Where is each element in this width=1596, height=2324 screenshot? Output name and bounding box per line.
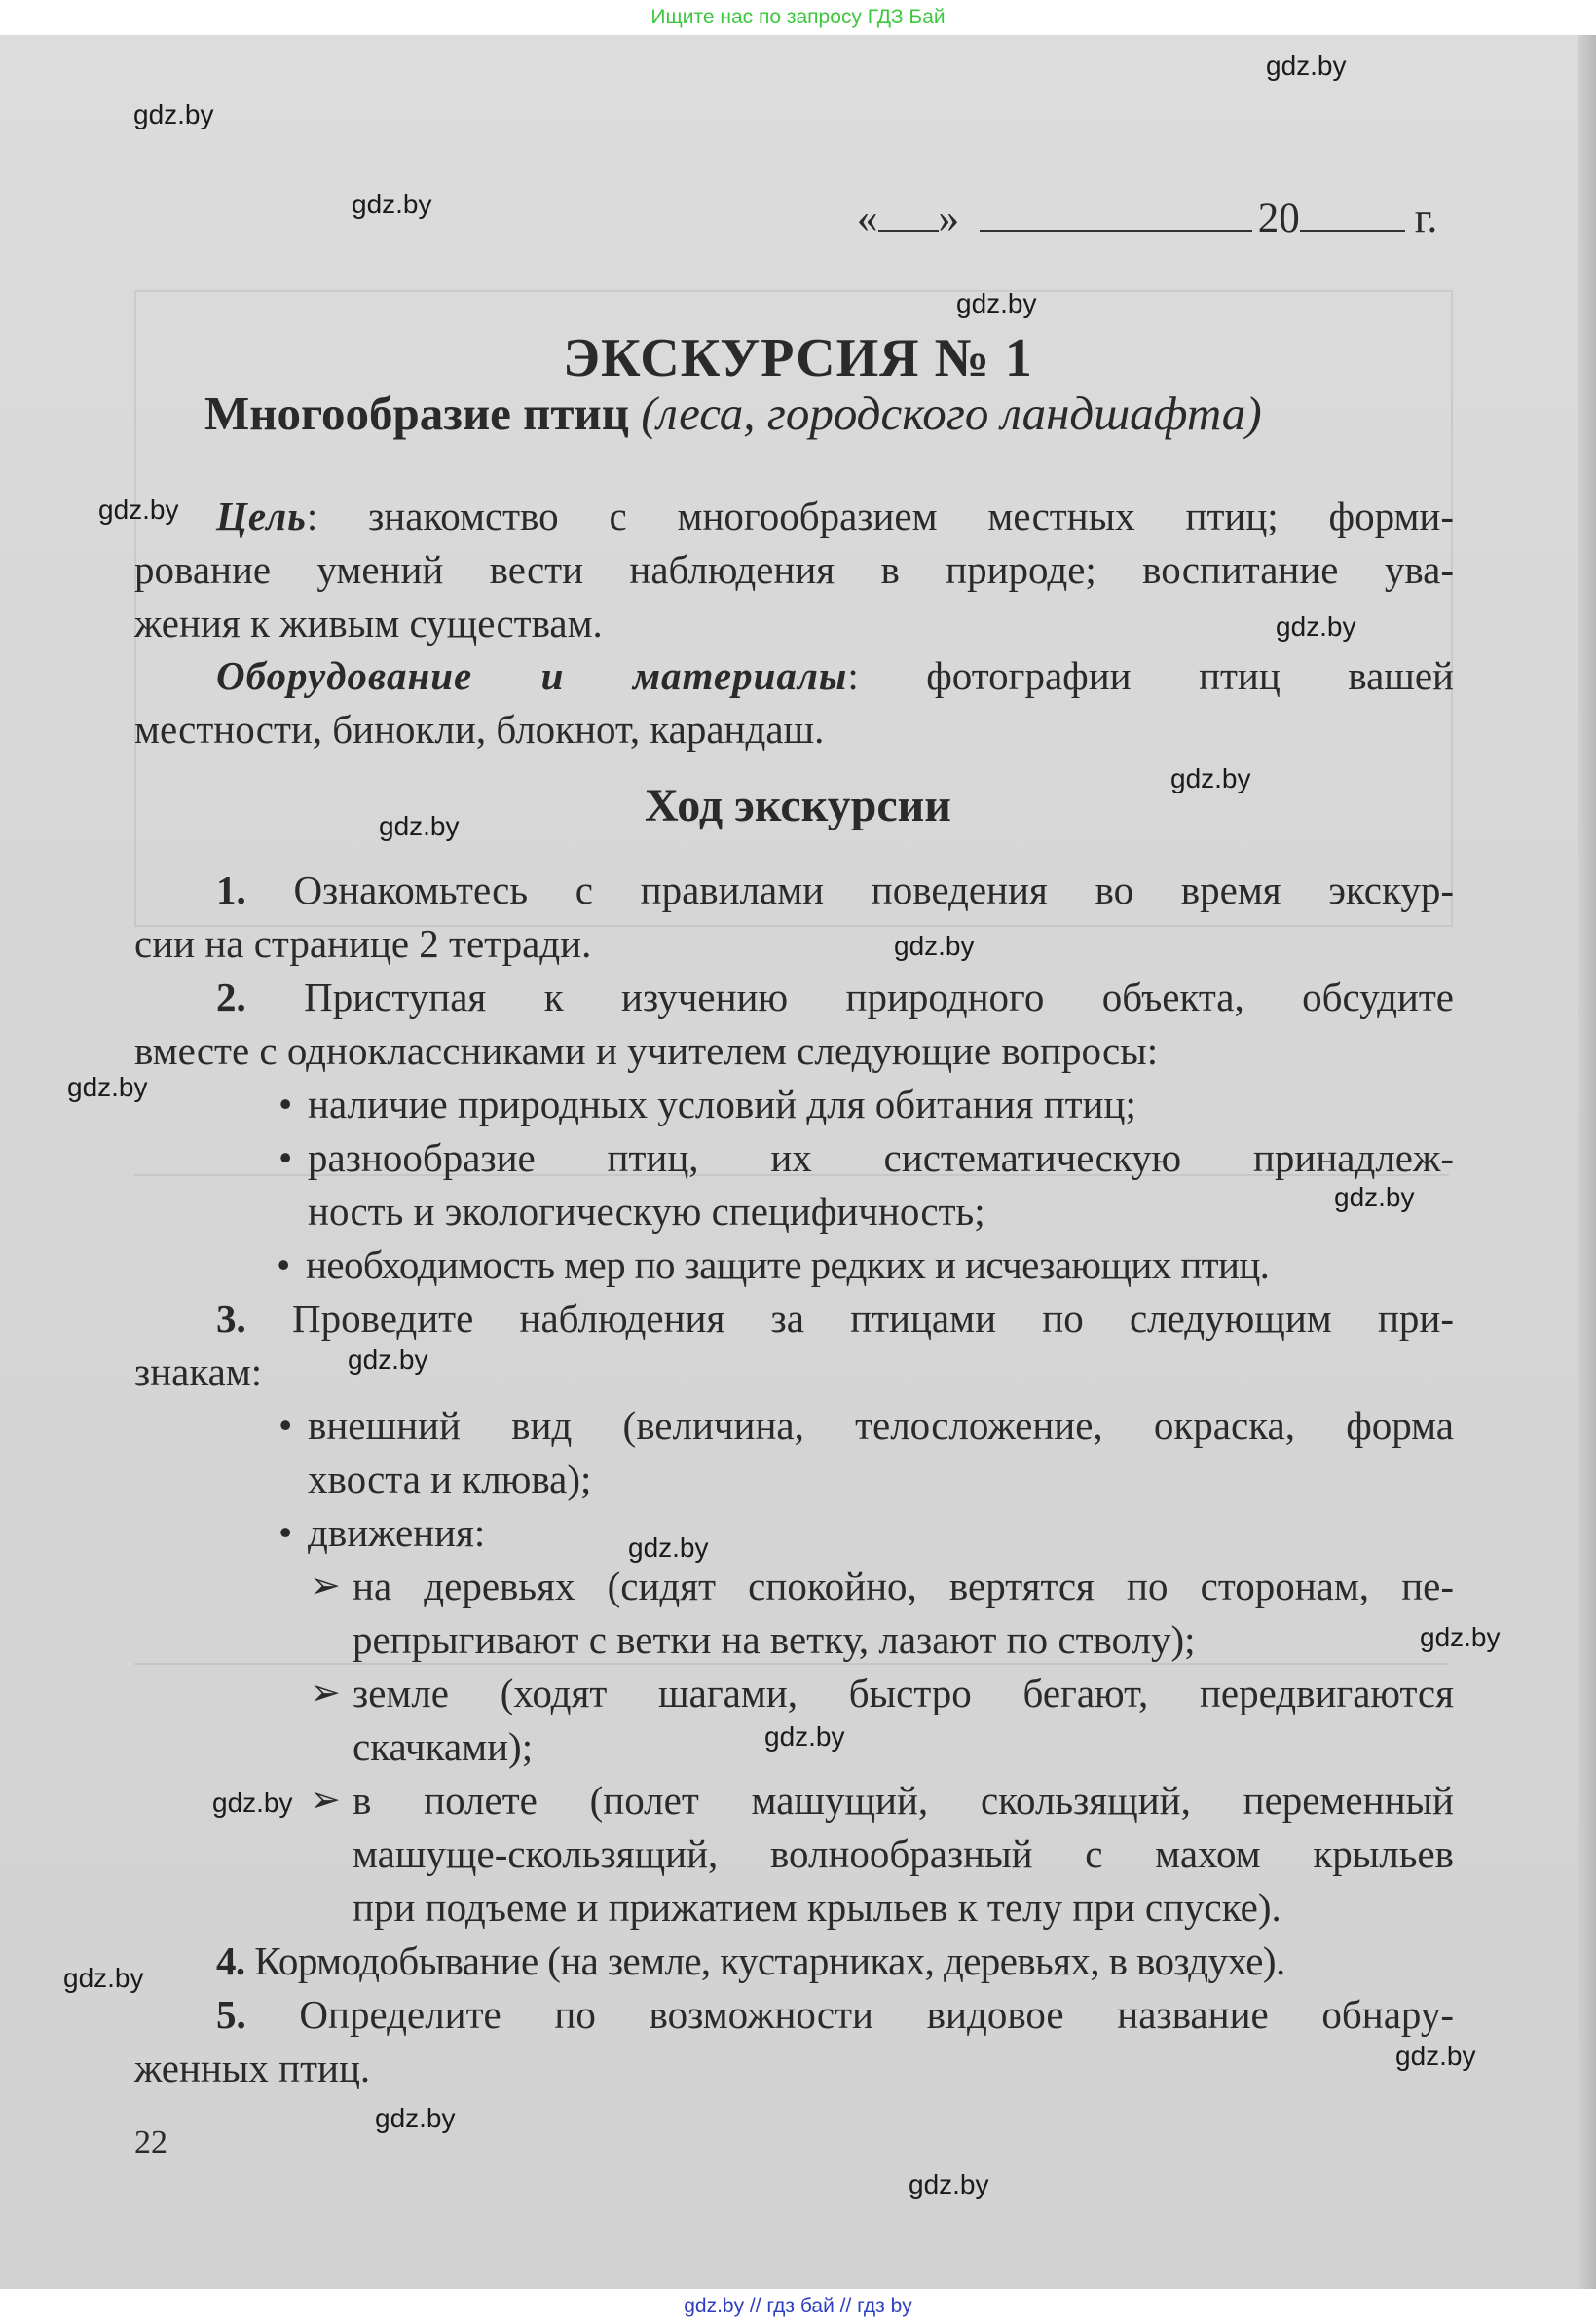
bullet-dot-icon: • [278,1403,293,1448]
year-blank [1300,191,1405,232]
watermark: gdz.by [894,931,975,961]
subtitle-italic: леса, городского ландшафта [656,387,1246,440]
year-suffix: г. [1414,196,1438,241]
item-2-line-2: вместе с одноклассниками и учителем следующие вопросы: [134,1028,1159,1073]
item-5-line-1: 5. Определите по возможности видовое название обнару- [216,1992,1454,2037]
list-item: • внешний вид (величина, телосложение, окраска, форма [308,1399,1454,1453]
arrowhead-right-icon: ➢ [310,1673,341,1714]
watermark: gdz.by [628,1532,709,1563]
movement-arrows [310,1560,1454,1935]
equipment-paragraph [134,649,1454,756]
list-item: • наличие природных условий для обитания птиц; [308,1078,1454,1131]
item-4-line-1: 4. Кормодобывание (на земле, кустарниках, деревьях, в воздухе). [216,1938,1285,1983]
goal-label: Цель [216,494,307,538]
bullet-dot-icon: • [277,1242,291,1287]
watermark: gdz.by [1276,611,1356,642]
item-3-bullets [278,1399,1454,1560]
goal-paragraph [134,490,1454,650]
watermark: gdz.by [1395,2041,1476,2071]
watermark: gdz.by [764,1721,845,1752]
arrowhead-right-icon: ➢ [310,1780,341,1821]
item-1-number: 1. [216,867,246,912]
page-number: 22 [134,2124,167,2160]
item-3-line-2: знакам: [134,1349,263,1394]
list-item-continuation: репрыгивают с ветки на ветку, лазают по стволу); [353,1617,1196,1662]
item-5 [134,1988,1454,2095]
bullet-dot-icon: • [278,1082,293,1126]
item-4-number: 4. [216,1938,245,1983]
list-item: ➢ в полете (полет машущий, скользящий, переменный [353,1774,1454,1827]
day-blank [878,191,939,232]
goal-line-3: жения к живым существам. [134,601,603,646]
date-line [857,191,1437,242]
item-4 [134,1935,1454,1988]
watermark: gdz.by [379,811,460,841]
watermark: gdz.by [956,288,1037,318]
equipment-label: Оборудование и материалы [216,653,848,698]
watermark: gdz.by [1266,51,1347,81]
item-1-line-2: сии на странице 2 тетради. [134,921,592,966]
watermark: gdz.by [909,2169,989,2199]
arrowhead-right-icon: ➢ [310,1566,341,1606]
date-open-quote: « [857,196,878,241]
item-5-number: 5. [216,1992,246,2037]
list-item: ➢ земле (ходят шагами, быстро бегают, передвигаются [353,1667,1454,1720]
list-item-continuation: при подъеме и прижатием крыльев к телу при спуске). [353,1885,1281,1930]
item-2-bullets [277,1078,1454,1292]
goal-line-2: рование умений вести наблюдения в природе; воспитание ува- [134,547,1454,592]
list-item: • движения: [308,1506,1454,1560]
year-prefix: 20 [1257,196,1300,241]
bullet-dot-icon: • [278,1510,293,1555]
watermark: gdz.by [67,1072,148,1102]
watermark: gdz.by [352,189,432,219]
watermark: gdz.by [375,2103,456,2133]
equipment-line-1: Оборудование и материалы: фотографии птиц вашей [216,653,1454,698]
item-2-number: 2. [216,975,246,1019]
list-item-continuation: машуще-скользящий, волнообразный с махом крыльев [353,1831,1454,1876]
date-close-quote: » [938,196,959,241]
item-3-number: 3. [216,1296,246,1341]
goal-line-1: Цель: знакомство с многообразием местных птиц; форми- [216,494,1454,538]
watermark: gdz.by [98,495,179,525]
list-item: • разнообразие птиц, их систематическую принадлеж- [308,1131,1454,1185]
watermark: gdz.by [348,1345,428,1375]
item-3-line-1: 3. Проведите наблюдения за птицами по следующим при- [216,1296,1454,1341]
watermark: gdz.by [1334,1182,1415,1212]
page-title: ЭКСКУРСИЯ № 1 [563,328,1033,388]
list-item-continuation: ность и экологическую специфичность; [308,1189,985,1234]
item-2-line-1: 2. Приступая к изучению природного объекта, обсудите [216,975,1454,1019]
list-item: • необходимость мер по защите редких и исчезающих птиц. [306,1238,1454,1292]
list-item-continuation: скачками); [353,1724,534,1769]
top-banner[interactable]: Ищите нас по запросу ГДЗ Бай [0,0,1596,35]
subtitle [204,386,1262,441]
item-3 [134,1292,1454,1399]
list-item-continuation: хвоста и клюва); [308,1457,592,1501]
subtitle-main: Многообразие птиц [204,387,629,440]
watermark: gdz.by [133,99,214,129]
subtitle-paren-close: ) [1245,387,1262,440]
bullet-dot-icon: • [278,1135,293,1180]
section-title: Ход экскурсии [645,780,951,831]
item-5-line-2: женных птиц. [134,2046,371,2090]
watermark: gdz.by [1170,763,1251,793]
item-2 [134,971,1454,1078]
equipment-line-2: местности, бинокли, блокнот, карандаш. [134,707,825,752]
bottom-banner[interactable]: gdz.by // гдз бай // гдз by [0,2289,1596,2324]
item-1 [134,864,1454,971]
month-blank [980,191,1252,232]
watermark: gdz.by [63,1963,144,1993]
subtitle-paren-open: ( [628,387,657,440]
list-item: ➢ на деревьях (сидят спокойно, вертятся по сторонам, пе- [353,1560,1454,1613]
item-1-line-1: 1. Ознакомьтесь с правилами поведения во время экскур- [216,867,1454,912]
watermark: gdz.by [1420,1622,1501,1652]
watermark: gdz.by [212,1788,293,1818]
